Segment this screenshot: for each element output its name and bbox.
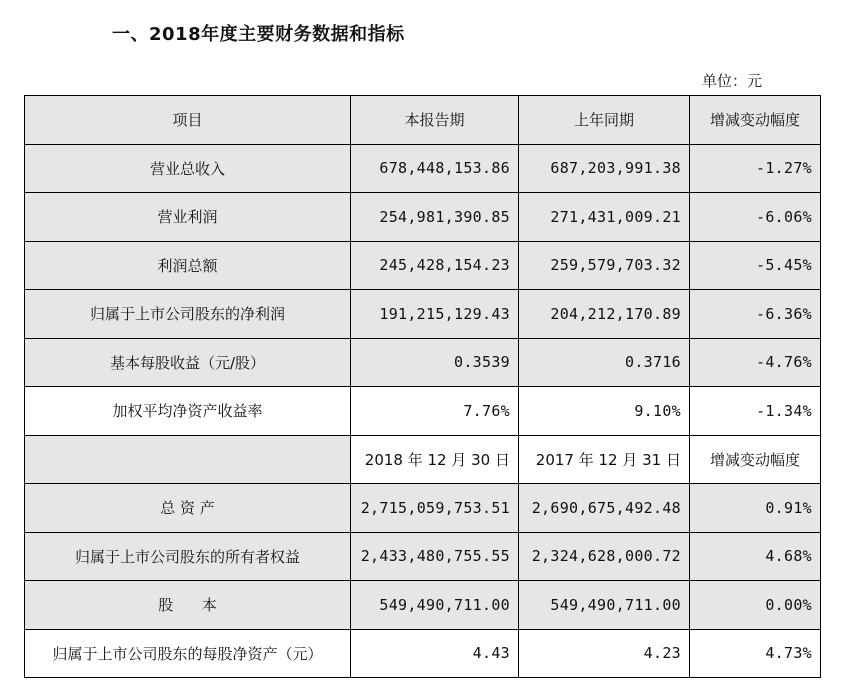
current-value: 4.43 [351, 629, 519, 678]
row-label: 加权平均净资产收益率 [25, 387, 351, 436]
header-change: 增减变动幅度 [690, 435, 821, 484]
table-row [25, 338, 821, 387]
prior-value: 259,579,703.32 [519, 241, 690, 290]
header-change: 增减变动幅度 [690, 96, 821, 145]
table-row [25, 484, 821, 533]
table-row [25, 290, 821, 339]
current-value: 245,428,154.23 [351, 241, 519, 290]
row-label: 归属于上市公司股东的每股净资产（元） [25, 629, 351, 678]
header-item: 项目 [25, 96, 351, 145]
header-prior-date: 2017 年 12 月 31 日 [519, 435, 690, 484]
table-row [25, 581, 821, 630]
table-row [25, 532, 821, 581]
header-prior-period: 上年同期 [519, 96, 690, 145]
current-value: 2,433,480,755.55 [351, 532, 519, 581]
unit-label: 单位：元 [702, 72, 763, 90]
header-blank-cell [25, 435, 351, 484]
header-current-period: 本报告期 [351, 96, 519, 145]
prior-value: 4.23 [519, 629, 690, 678]
row-label: 归属于上市公司股东的净利润 [25, 290, 351, 339]
row-label: 总 资 产 [25, 484, 351, 533]
current-value: 191,215,129.43 [351, 290, 519, 339]
current-value: 678,448,153.86 [351, 144, 519, 193]
balance-header-row [25, 435, 821, 484]
row-label: 股 本 [25, 581, 351, 630]
prior-value: 2,690,675,492.48 [519, 484, 690, 533]
change-value: -5.45% [690, 241, 821, 290]
change-value: 4.68% [690, 532, 821, 581]
financial-data-table [24, 95, 821, 678]
change-value: -6.06% [690, 193, 821, 242]
prior-value: 2,324,628,000.72 [519, 532, 690, 581]
row-label: 基本每股收益（元/股） [25, 338, 351, 387]
change-value: -1.34% [690, 387, 821, 436]
change-value: 4.73% [690, 629, 821, 678]
table-header-row [25, 96, 821, 145]
current-value: 7.76% [351, 387, 519, 436]
prior-value: 204,212,170.89 [519, 290, 690, 339]
row-label: 利润总额 [25, 241, 351, 290]
prior-value: 0.3716 [519, 338, 690, 387]
change-value: -1.27% [690, 144, 821, 193]
current-value: 549,490,711.00 [351, 581, 519, 630]
row-label: 营业总收入 [25, 144, 351, 193]
table-row [25, 193, 821, 242]
section-heading: 一、2018年度主要财务数据和指标 [112, 24, 405, 45]
table-row [25, 144, 821, 193]
row-label: 归属于上市公司股东的所有者权益 [25, 532, 351, 581]
current-value: 2,715,059,753.51 [351, 484, 519, 533]
header-current-date: 2018 年 12 月 30 日 [351, 435, 519, 484]
table-row [25, 629, 821, 678]
change-value: 0.91% [690, 484, 821, 533]
current-value: 254,981,390.85 [351, 193, 519, 242]
prior-value: 9.10% [519, 387, 690, 436]
current-value: 0.3539 [351, 338, 519, 387]
change-value: -6.36% [690, 290, 821, 339]
table-row [25, 241, 821, 290]
change-value: -4.76% [690, 338, 821, 387]
row-label: 营业利润 [25, 193, 351, 242]
prior-value: 271,431,009.21 [519, 193, 690, 242]
prior-value: 687,203,991.38 [519, 144, 690, 193]
prior-value: 549,490,711.00 [519, 581, 690, 630]
change-value: 0.00% [690, 581, 821, 630]
table-row [25, 387, 821, 436]
